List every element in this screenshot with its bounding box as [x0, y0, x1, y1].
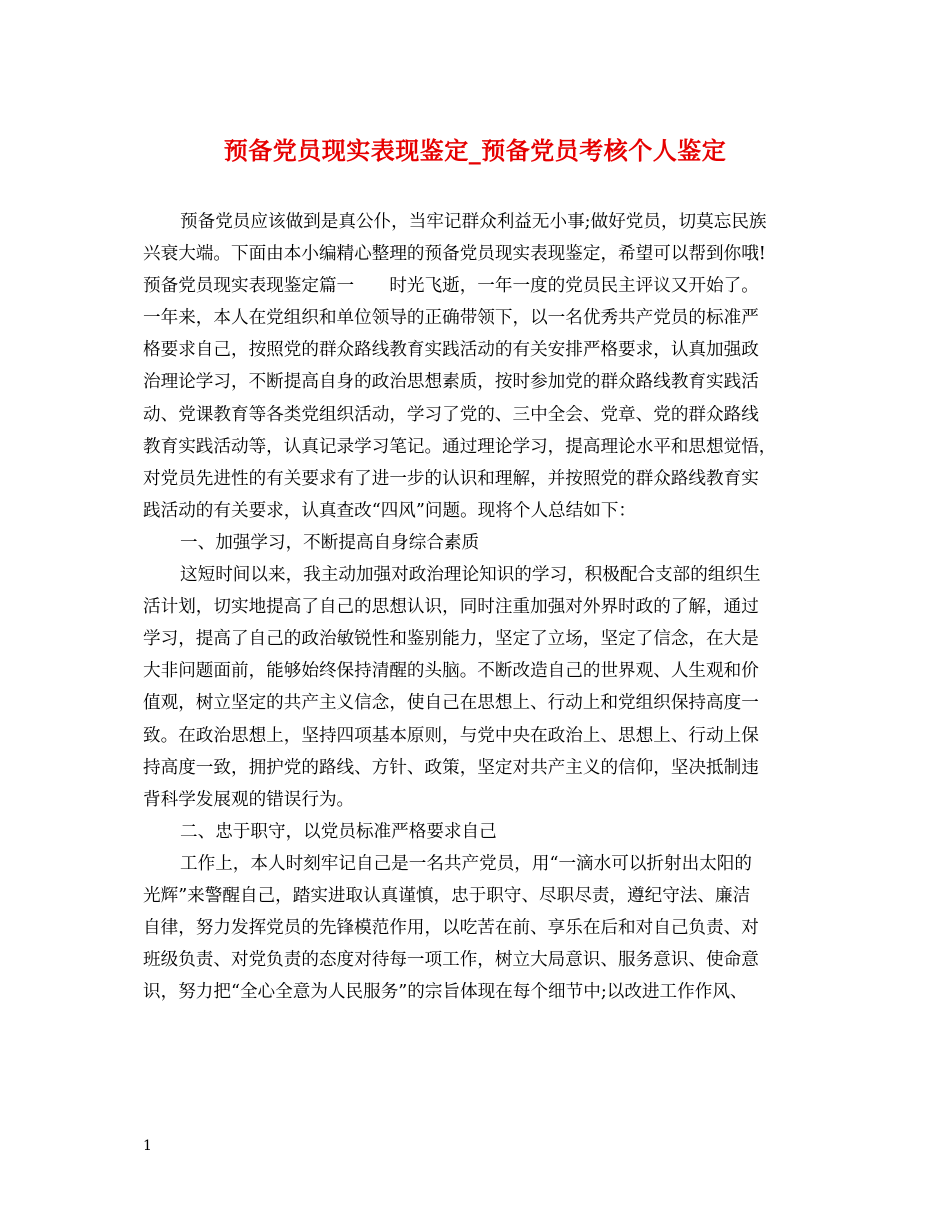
body-line: 值观，树立坚定的共产主义信念，使自己在思想上、行动上和党组织保持高度一 — [143, 693, 759, 714]
body-line: 兴衰大端。下面由本小编精心整理的预备党员现实表现鉴定，希望可以帮到你哦! — [143, 244, 766, 265]
body-line: 这短时间以来，我主动加强对政治理论知识的学习，积极配合支部的组织生 — [180, 565, 761, 586]
body-line: 对党员先进性的有关要求有了进一步的认识和理解，并按照党的群众路线教育实 — [143, 468, 759, 489]
body-line: 学习，提高了自己的政治敏锐性和鉴别能力，坚定了立场，坚定了信念，在大是 — [143, 629, 759, 650]
body-line: 预备党员现实表现鉴定篇一 时光飞逝，一年一度的党员民主评议又开始了。 — [143, 276, 759, 297]
body-line: 班级负责、对党负责的态度对待每一项工作，树立大局意识、服务意识、使命意 — [143, 950, 759, 971]
body-line: 致。在政治思想上，坚持四项基本原则，与党中央在政治上、思想上、行动上保 — [143, 725, 759, 746]
body-line: 识，努力把“全心全意为人民服务”的宗旨体现在每个细节中;以改进工作作风、 — [143, 982, 748, 1003]
body-line: 持高度一致，拥护党的路线、方针、政策，坚定对共产主义的信仰，坚决抵制违 — [143, 757, 759, 778]
page-number: 1 — [143, 1138, 152, 1154]
body-line: 一、加强学习，不断提高自身综合素质 — [180, 532, 480, 553]
body-line: 动、党课教育等各类党组织活动，学习了党的、三中全会、党章、党的群众路线 — [143, 404, 759, 425]
body-line: 格要求自己，按照党的群众路线教育实践活动的有关安排严格要求，认真加强政 — [143, 340, 759, 361]
body-line: 一年来，本人在党组织和单位领导的正确带领下，以一名优秀共产党员的标准严 — [143, 308, 759, 329]
body-line: 教育实践活动等，认真记录学习笔记。通过理论学习，提高理论水平和思想觉悟， — [143, 436, 777, 457]
body-line: 自律，努力发挥党员的先锋模范作用，以吃苦在前、享乐在后和对自己负责、对 — [143, 918, 759, 939]
body-line: 工作上，本人时刻牢记自己是一名共产党员，用“一滴水可以折射出太阳的 — [180, 853, 752, 874]
document-body — [143, 206, 811, 1008]
body-line: 光辉”来警醒自己，踏实进取认真谨慎，忠于职守、尽职尽责，遵纪守法、廉洁 — [143, 885, 751, 906]
body-line: 二、忠于职守，以党员标准严格要求自己 — [180, 821, 497, 842]
document-title: 预备党员现实表现鉴定_预备党员考核个人鉴定 — [223, 136, 727, 165]
body-line: 背科学发展观的错误行为。 — [143, 789, 355, 810]
body-line: 预备党员应该做到是真公仆，当牢记群众利益无小事;做好党员，切莫忘民族 — [180, 212, 767, 232]
body-line: 大非问题面前，能够始终保持清醒的头脑。不断改造自己的世界观、人生观和价 — [143, 661, 759, 682]
body-line: 治理论学习，不断提高自身的政治思想素质，按时参加党的群众路线教育实践活 — [143, 372, 759, 393]
body-line: 活计划，切实地提高了自己的思想认识，同时注重加强对外界时政的了解，通过 — [143, 597, 759, 618]
body-line: 践活动的有关要求，认真查改“四风”问题。现将个人总结如下： — [143, 500, 637, 521]
